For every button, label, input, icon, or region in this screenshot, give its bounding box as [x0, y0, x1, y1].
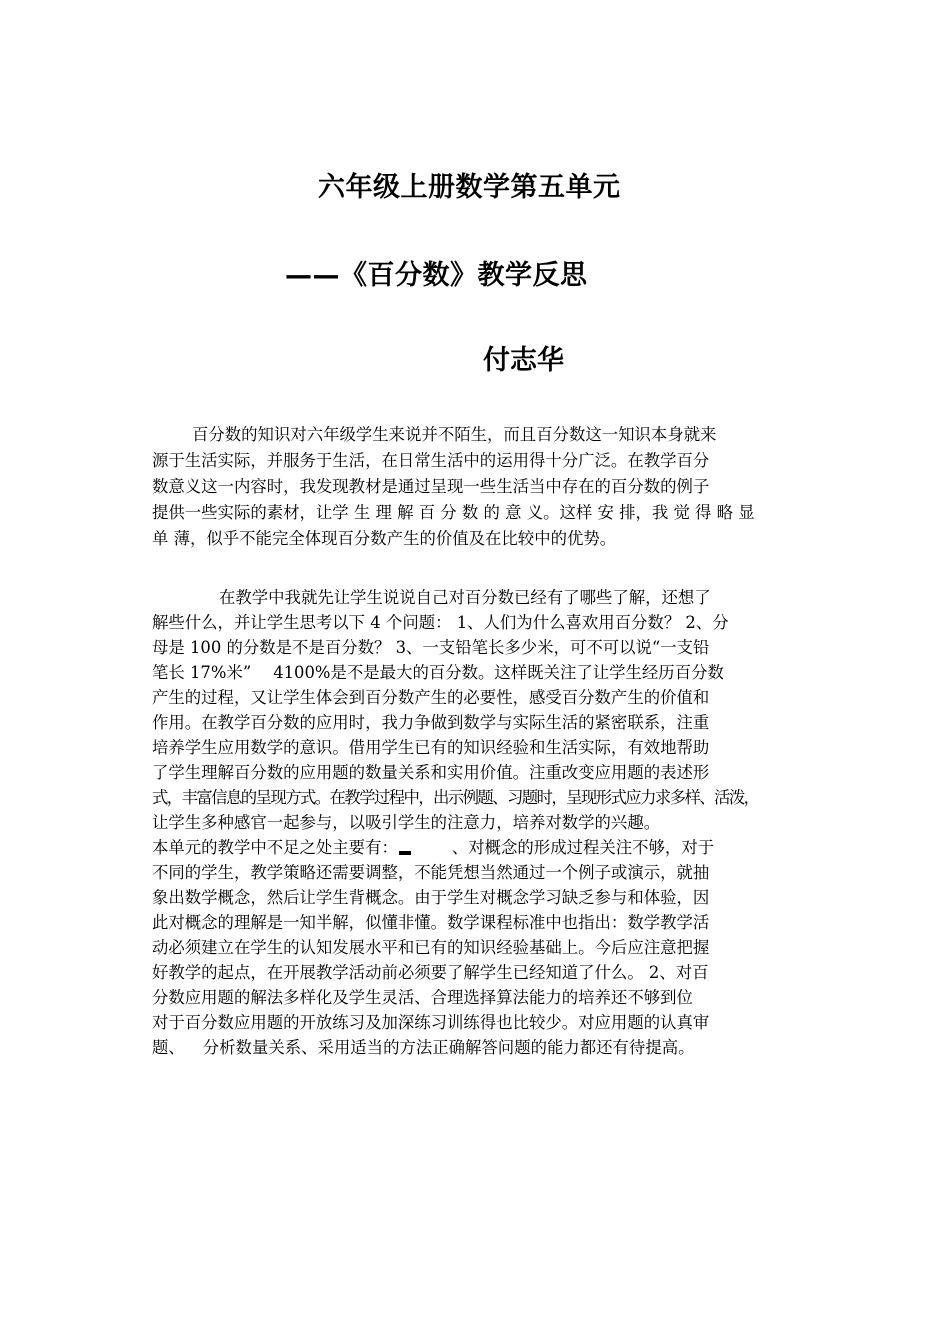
paragraph-line: 了学生理解百分数的应用题的数量关系和实用价值。注重改变应用题的表述形: [152, 763, 710, 782]
paragraph-line: 数意义这一内容时，我发现教材是通过呈现一些生活当中存在的百分数的例子: [152, 477, 710, 496]
paragraph-line: 提供一些实际的素材，让学 生 理 解 百 分 数 的 意 义。这样 安 排，我 觉 得 略 显: [152, 503, 755, 522]
paragraph-line-part: 题、: [152, 1038, 185, 1057]
paragraph-line: [152, 665, 724, 681]
paragraph-line: 解些什么，并让学生思考以下 4 个问题： 1、人们为什么喜欢用百分数？ 2、分: [152, 613, 729, 632]
paragraph-line: 作用。在教学百分数的应用时，我力争做到数学与实际生活的紧密联系，注重: [152, 713, 710, 732]
paragraph-line: 培养学生应用数学的意识。借用学生已有的知识经验和生活实际，有效地帮助: [152, 738, 710, 757]
paragraph-line-part: 笔长 17%米”: [152, 663, 252, 682]
author-name: 付志华: [483, 345, 564, 376]
paragraph-line: 百分数的知识对六年级学生来说并不陌生，而且百分数这一知识本身就来: [192, 425, 717, 444]
paragraph-line: [152, 840, 714, 856]
paragraph-line-part: 分析数量关系、采用适当的方法正确解答问题的能力都还有待提高。: [202, 1038, 695, 1057]
paragraph-line: 动必须建立在学生的认知发展水平和已有的知识经验基础上。今后应注意把握: [152, 938, 710, 957]
paragraph-line: 式，丰富信息的呈现方式。在教学过程中，出示例题、习题时，呈现形式应力求多样、活泼，: [152, 788, 759, 807]
paragraph-line-part: 本单元的教学中不足之处主要有：: [152, 838, 398, 857]
paragraph-line-part: 4100%是不是最大的百分数。这样既关注了让学生经历百分数: [273, 663, 724, 682]
paragraph-line: [152, 1040, 695, 1056]
paragraph-line-part: 、对概念的形成过程关注不够，对于: [451, 838, 715, 857]
document-title: 六年级上册数学第五单元: [318, 172, 621, 203]
paragraph-line: 不同的学生，教学策略还需要调整，不能凭想当然通过一个例子或演示，就抽: [152, 863, 710, 882]
paragraph-line: 好教学的起点，在开展教学活动前必须要了解学生已经知道了什么。 2、对百: [152, 963, 709, 982]
paragraph-line: 产生的过程，又让学生体会到百分数产生的必要性，感受百分数产生的价值和: [152, 688, 710, 707]
paragraph-line: 单 薄，似乎不能完全体现百分数产生的价值及在比较中的优势。: [152, 529, 617, 548]
paragraph-line: 让学生多种感官一起参与，以吸引学生的注意力，培养对数学的兴趣。: [152, 813, 661, 832]
paragraph-line: 源于生活实际，并服务于生活，在日常生活中的运用得十分广泛。在教学百分: [152, 451, 710, 470]
paragraph-line: 母是 100 的分数是不是百分数？ 3、一支铅笔长多少米，可不可以说“一支铅: [152, 638, 710, 657]
paragraph-line: 在教学中我就先让学生说说自己对百分数已经有了哪些了解，还想了: [219, 588, 711, 607]
paragraph-line: 分数应用题的解法多样化及学生灵活、合理选择算法能力的培养还不够到位: [152, 988, 693, 1007]
paragraph-line: 此对概念的理解是一知半解，似懂非懂。数学课程标准中也指出：数学教学活: [152, 913, 710, 932]
paragraph-line: 象出数学概念，然后让学生背概念。由于学生对概念学习缺乏参与和体验，因: [152, 888, 710, 907]
list-number-marker: [399, 851, 411, 855]
document-subtitle: ——《百分数》教学反思: [285, 260, 588, 291]
paragraph-line: 对于百分数应用题的开放练习及加深练习训练得也比较少。对应用题的认真审: [152, 1013, 710, 1032]
